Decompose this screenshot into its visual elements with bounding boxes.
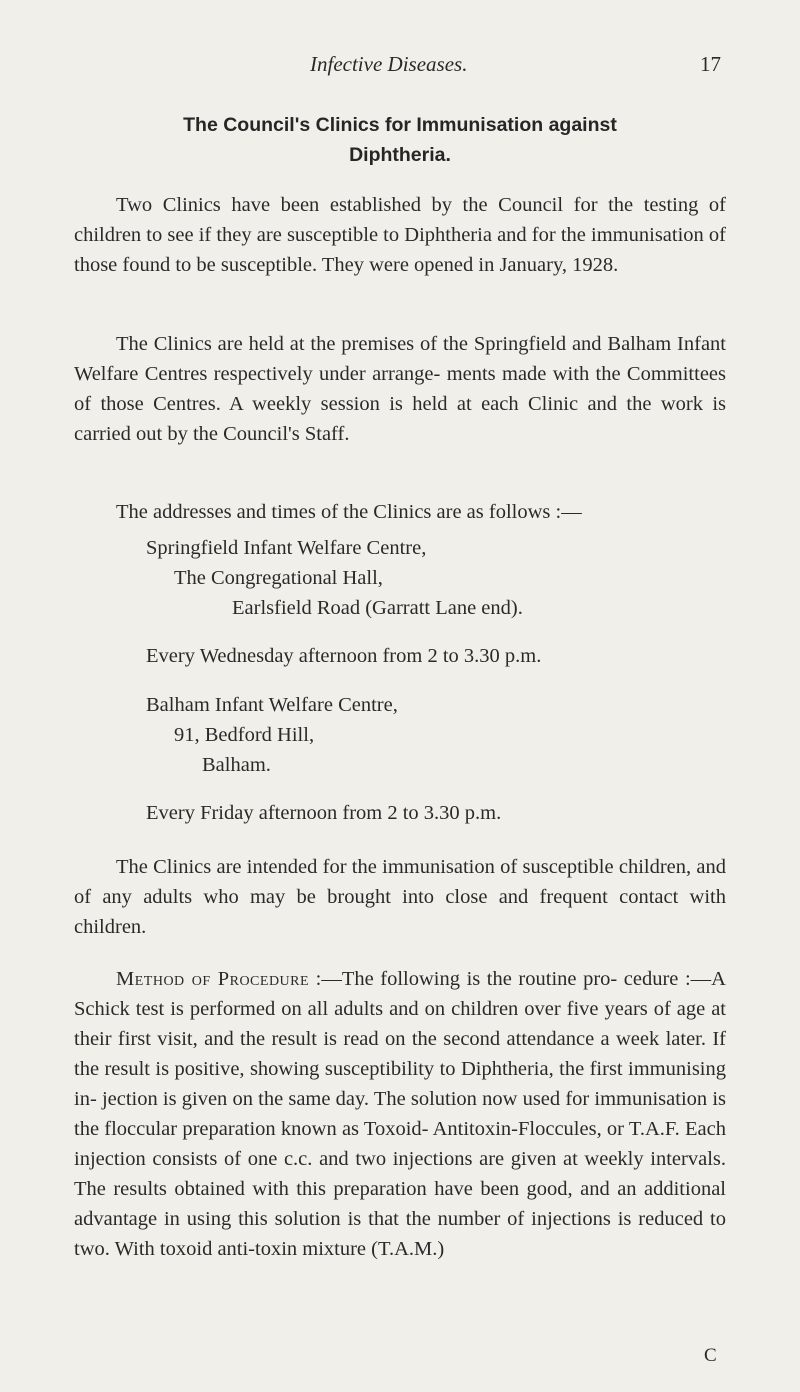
paragraph-intended: The Clinics are intended for the immunisation of susceptible children, and of any adults who may be brought into close and frequent contact with children. xyxy=(74,856,726,938)
paragraph-method xyxy=(74,964,726,1264)
signature-mark: C xyxy=(704,1345,717,1366)
balham-address-line-2: 91, Bedford Hill, xyxy=(174,724,315,746)
method-lead: Method of Procedure xyxy=(116,968,310,990)
paragraph-addresses-intro: The addresses and times of the Clinics are as follows :— xyxy=(116,501,582,523)
springfield-time: Every Wednesday afternoon from 2 to 3.30 p.m. xyxy=(146,645,542,667)
running-head xyxy=(0,52,800,82)
springfield-address-line-3: Earlsfield Road (Garratt Lane end). xyxy=(232,597,523,619)
paragraph-intro: Two Clinics have been established by the Council for the testing of children to see if they are susceptible to Diphtheria and for the immunisation of those found to be susceptible. They were opened in January, 1928. xyxy=(74,194,726,276)
springfield-address-line-1: Springfield Infant Welfare Centre, xyxy=(146,537,427,559)
balham-time: Every Friday afternoon from 2 to 3.30 p.m. xyxy=(146,802,502,824)
balham-address-line-3: Balham. xyxy=(202,754,271,776)
running-title: Infective Diseases. xyxy=(310,52,468,76)
paragraph-premises: The Clinics are held at the premises of the Springfield and Balham Infant Welfare Centres respectively under arrange- ments made with the Committees of those Centres. A weekly session is held at each Clinic and the work is carried out by the Council's Staff. xyxy=(74,333,726,445)
springfield-address-line-2: The Congregational Hall, xyxy=(174,567,383,589)
page-number: 17 xyxy=(700,52,721,76)
heading-line-1: The Council's Clinics for Immunisation against xyxy=(183,114,617,136)
balham-address-line-1: Balham Infant Welfare Centre, xyxy=(146,694,398,716)
heading-line-2: Diphtheria. xyxy=(349,144,451,166)
section-heading xyxy=(100,110,700,170)
method-body: :—The following is the routine pro- cedure :—A Schick test is performed on all adults and on children over five years of age at their first visit, and the result is read on the second attendance a week later. If the result is positive, showing susceptibility to Diphtheria, the first immunising in- jection is given on the same day. The solution now used for immunisation is the floccular preparation known as Toxoid- Antitoxin-Floccules, or T.A.F. Each injection consists of one c.c. and two injections are given at weekly intervals. The results obtained with this preparation have been good, and an additional advantage in using this solution is that the number of injections is reduced to two. With toxoid anti-toxin mixture (T.A.M.) xyxy=(74,968,726,1260)
